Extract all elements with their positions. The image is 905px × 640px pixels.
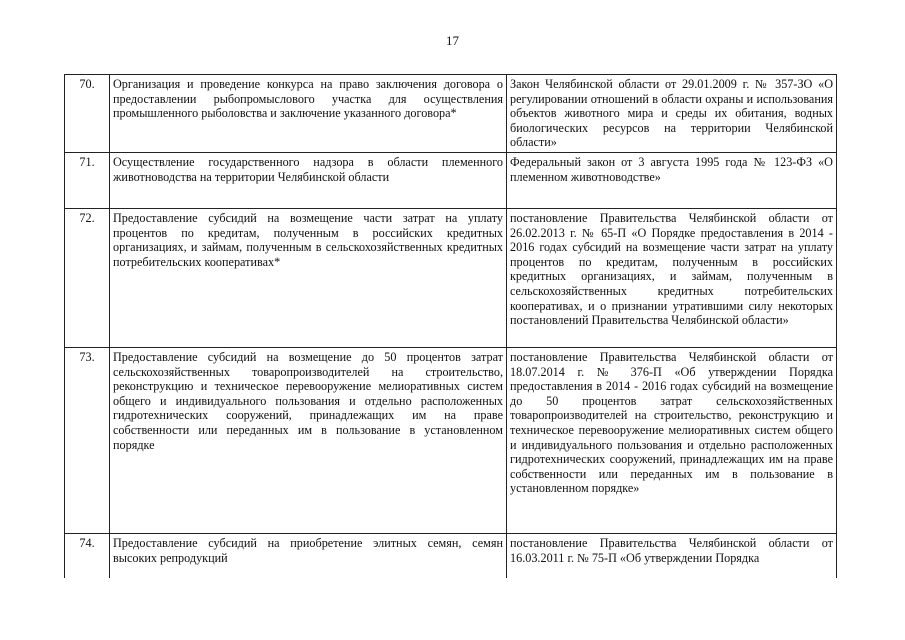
- service-description: Осуществление государственного надзора в области племенного животноводства на территории Челябинской области: [110, 153, 507, 209]
- table-row: [65, 348, 837, 534]
- service-description: Предоставление субсидий на возмещение части затрат на уплату процентов по кредитам, полученным в российских кредитных организациях, и займам, полученным в сельскохозяйственных кредитных потребительских кооперативах*: [110, 209, 507, 348]
- legal-basis: Федеральный закон от 3 августа 1995 года № 123-ФЗ «О племенном животноводстве»: [507, 153, 837, 209]
- legal-basis: постановление Правительства Челябинской области от 26.02.2013 г. № 65-П «О Порядке предоставления в 2014 - 2016 годах субсидий на возмещение части затрат на уплату процентов по кредитам, полученным в российских кредитных организациях, и займам, полученным в сельскохозяйственных кредитных потребительских кооперативах, и о признании утратившими силу некоторых постановлений Правительства Челябинской области»: [507, 209, 837, 348]
- row-number: 70.: [65, 75, 110, 153]
- legal-basis: Закон Челябинской области от 29.01.2009 г. № 357-ЗО «О регулировании отношений в области охраны и использования объектов животного мира и среды их обитания, водных биологических ресурсов на территории Челябинской области»: [507, 75, 837, 153]
- services-table: [64, 74, 837, 578]
- page-number: 17: [446, 33, 459, 48]
- row-number: 71.: [65, 153, 110, 209]
- row-number: 74.: [65, 534, 110, 579]
- row-number: 73.: [65, 348, 110, 534]
- table-row: [65, 153, 837, 209]
- legal-basis: постановление Правительства Челябинской области от 18.07.2014 г. № 376-П «Об утверждении Порядка предоставления в 2014 - 2016 годах субсидий на возмещение до 50 процентов затрат сельскохозяйственных товаропроизводителей на строительство, реконструкцию и техническое перевооружение мелиоративных систем общего и индивидуального пользования и отдельно расположенных гидротехнических сооружений, принадлежащих им на праве собственности или переданных им в пользование в установленном порядке»: [507, 348, 837, 534]
- table-row: [65, 75, 837, 153]
- legal-basis: постановление Правительства Челябинской области от 16.03.2011 г. № 75-П «Об утверждении Порядка: [507, 534, 837, 579]
- table-row: [65, 534, 837, 579]
- service-description: Предоставление субсидий на приобретение элитных семян, семян высоких репродукций: [110, 534, 507, 579]
- service-description: Организация и проведение конкурса на право заключения договора о предоставлении рыбопромыслового участка для осуществления промышленного рыболовства и заключение указанного договора*: [110, 75, 507, 153]
- table-row: [65, 209, 837, 348]
- service-description: Предоставление субсидий на возмещение до 50 процентов затрат сельскохозяйственных товаропроизводителей на строительство, реконструкцию и техническое перевооружение мелиоративных систем общего и индивидуального пользования и отдельно расположенных гидротехнических сооружений, принадлежащих им на праве собственности или переданных им в пользование в установленном порядке: [110, 348, 507, 534]
- row-number: 72.: [65, 209, 110, 348]
